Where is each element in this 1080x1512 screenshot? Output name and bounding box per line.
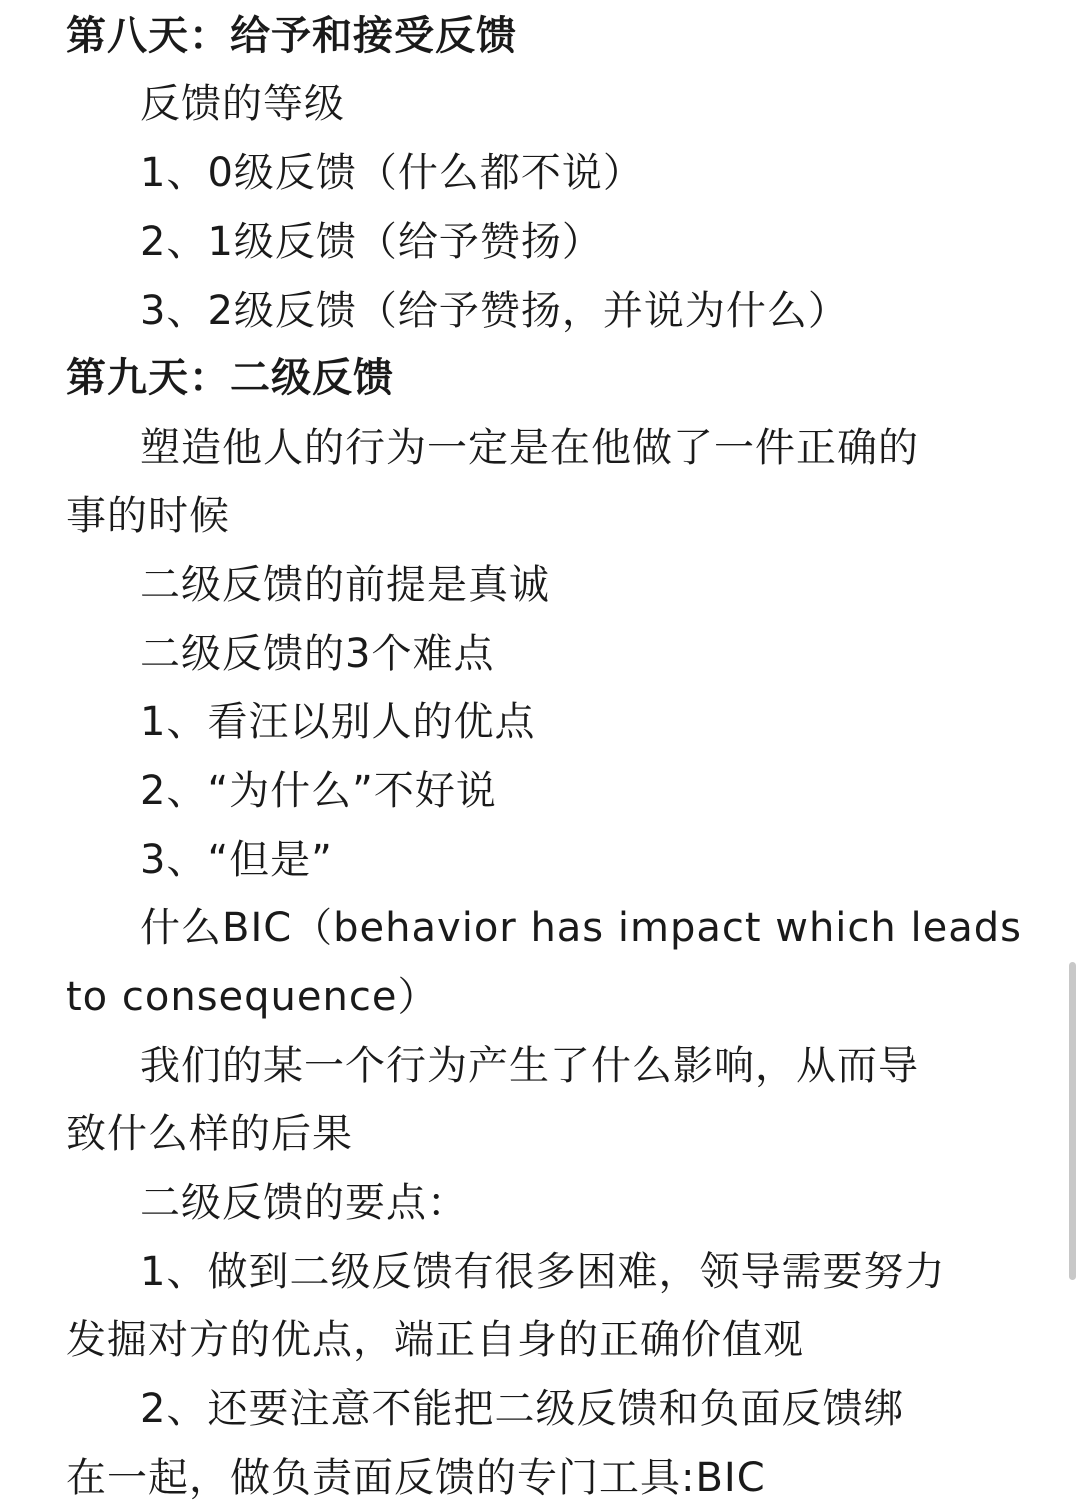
day9-heading: 第九天：二级反馈 <box>66 355 394 401</box>
shape-behavior-line-1: 塑造他人的行为一定是在他做了一件正确的 <box>140 425 919 471</box>
feedback-level-0: 1、0级反馈（什么都不说） <box>140 150 644 196</box>
feedback-level-1: 2、1级反馈（给予赞扬） <box>140 219 603 265</box>
keypoint-2-line-2: 在一起，做负责面反馈的专门工具:BIC <box>66 1455 766 1501</box>
difficulty-1: 1、看汪以别人的优点 <box>140 699 536 745</box>
feedback-level-2: 3、2级反馈（给予赞扬，并说为什么） <box>140 288 849 334</box>
premise-line: 二级反馈的前提是真诚 <box>140 562 550 608</box>
bic-definition-line-1: 什么BIC（behavior has impact which leads <box>140 905 1022 951</box>
difficulty-2: 2、“为什么”不好说 <box>140 768 497 814</box>
keypoint-2-line-1: 2、还要注意不能把二级反馈和负面反馈绑 <box>140 1386 905 1432</box>
keypoint-1-line-1: 1、做到二级反馈有很多困难，领导需要努力 <box>140 1249 946 1295</box>
feedback-levels-title: 反馈的等级 <box>140 81 345 127</box>
keypoint-1-line-2: 发掘对方的优点，端正自身的正确价值观 <box>66 1317 804 1363</box>
impact-line-1: 我们的某一个行为产生了什么影响，从而导 <box>140 1043 919 1089</box>
impact-line-2: 致什么样的后果 <box>66 1111 353 1157</box>
keypoints-title: 二级反馈的要点： <box>140 1180 468 1226</box>
difficulty-3: 3、“但是” <box>140 837 333 883</box>
shape-behavior-line-2: 事的时候 <box>66 493 230 539</box>
difficulties-title: 二级反馈的3个难点 <box>140 631 495 677</box>
vertical-scrollbar[interactable] <box>1069 962 1076 1280</box>
bic-definition-line-2: to consequence） <box>66 974 439 1020</box>
day8-heading: 第八天：给予和接受反馈 <box>66 13 517 59</box>
